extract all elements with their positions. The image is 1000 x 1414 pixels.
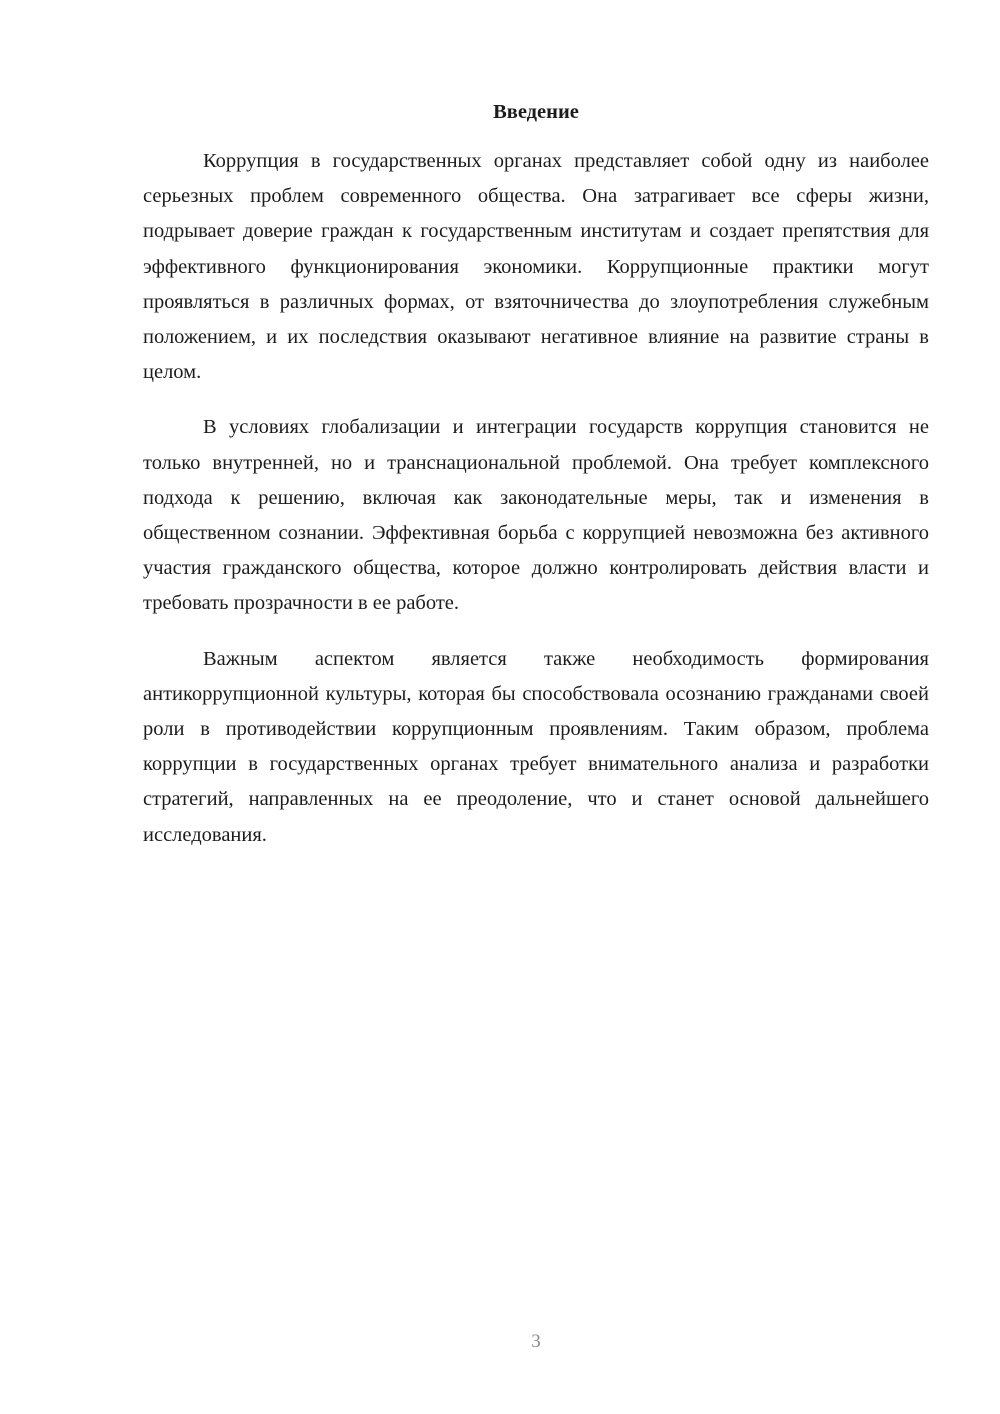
page-number: 3 xyxy=(531,1331,541,1352)
paragraph-1: Коррупция в государственных органах представляет собой одну из наиболее серьезных проблем современного общества. Она затрагивает все сферы жизни, подрывает доверие граждан к государственным институтам и создает препятствия для эффективного функционирования экономики. Коррупционные практики могут проявляться в различных формах, от взяточничества до злоупотребления служебным положением, и их последствия оказывают негативное влияние на развитие страны в целом. xyxy=(143,150,929,384)
page-content xyxy=(143,94,929,873)
paragraph-2: В условиях глобализации и интеграции государств коррупция становится не только внутренней, но и транснациональной проблемой. Она требует комплексного подхода к решению, включая как законодательные меры, так и изменения в общественном сознании. Эффективная борьба с коррупцией невозможна без активного участия гражданского общества, которое должно контролировать действия власти и требовать прозрачности в ее работе. xyxy=(143,416,929,615)
paragraph-3: Важным аспектом является также необходимость формирования антикоррупционной культуры, которая бы способствовала осознанию гражданами своей роли в противодействии коррупционным проявлениям. Таким образом, проблема коррупции в государственных органах требует внимательного анализа и разработки стратегий, направленных на ее преодоление, что и станет основой дальнейшего исследования. xyxy=(143,647,929,846)
section-title: Введение xyxy=(493,101,579,123)
